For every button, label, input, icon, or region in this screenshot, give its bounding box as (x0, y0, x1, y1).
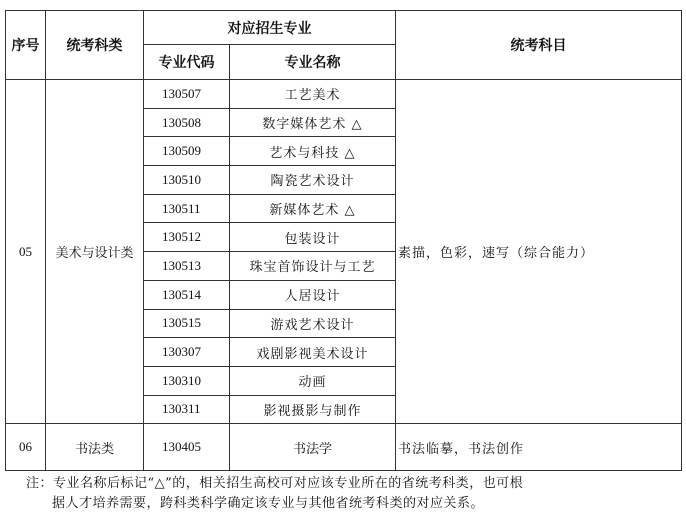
seq-cell: 05 (6, 80, 46, 424)
seq-cell: 06 (6, 424, 46, 471)
footnote (26, 474, 656, 514)
major-name: 人居设计 (230, 280, 396, 309)
major-code: 130307 (144, 338, 230, 367)
major-name: 艺术与科技 △ (230, 137, 396, 166)
header-subjects: 统考科目 (396, 11, 682, 80)
header-seq: 序号 (6, 11, 46, 80)
major-code: 130514 (144, 280, 230, 309)
footnote-line-1: 注：专业名称后标记“△”的，相关招生高校可对应该专业所在的省统考科类，也可根 (26, 476, 524, 491)
major-code: 130515 (144, 309, 230, 338)
major-name: 书法学 (230, 424, 396, 471)
majors-table (5, 10, 682, 471)
header-major-group: 对应招生专业 (144, 11, 396, 45)
category-cell: 美术与设计类 (46, 80, 144, 424)
major-name: 新媒体艺术 △ (230, 194, 396, 223)
header-code: 专业代码 (144, 45, 230, 80)
major-name: 数字媒体艺术 △ (230, 108, 396, 137)
major-code: 130311 (144, 395, 230, 424)
major-code: 130508 (144, 108, 230, 137)
major-code: 130510 (144, 166, 230, 195)
subjects-cell: 素描，色彩，速写（综合能力） (396, 80, 682, 424)
table-row (6, 80, 682, 109)
footnote-line-2: 据人才培养需要，跨科类科学确定该专业与其他省统考科类的对应关系。 (52, 496, 485, 511)
major-code: 130509 (144, 137, 230, 166)
major-name: 戏剧影视美术设计 (230, 338, 396, 367)
major-name: 动画 (230, 366, 396, 395)
major-code: 130507 (144, 80, 230, 109)
major-name: 陶瓷艺术设计 (230, 166, 396, 195)
major-code: 130513 (144, 252, 230, 281)
major-name: 工艺美术 (230, 80, 396, 109)
category-cell: 书法类 (46, 424, 144, 471)
major-name: 包装设计 (230, 223, 396, 252)
major-name: 游戏艺术设计 (230, 309, 396, 338)
major-name: 影视摄影与制作 (230, 395, 396, 424)
major-code: 130310 (144, 366, 230, 395)
major-code: 130511 (144, 194, 230, 223)
major-code: 130512 (144, 223, 230, 252)
subjects-cell: 书法临摹，书法创作 (396, 424, 682, 471)
header-name: 专业名称 (230, 45, 396, 80)
major-name: 珠宝首饰设计与工艺 (230, 252, 396, 281)
table-row (6, 424, 682, 471)
major-code: 130405 (144, 424, 230, 471)
header-category: 统考科类 (46, 11, 144, 80)
